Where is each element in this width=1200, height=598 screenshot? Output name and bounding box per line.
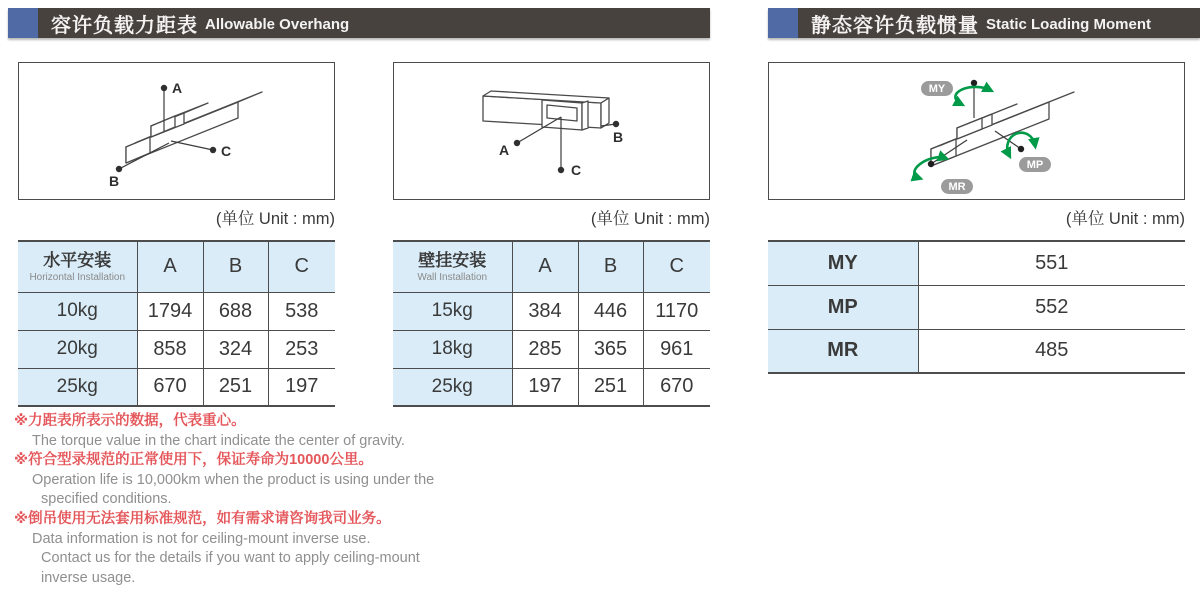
mr-badge-label: MR xyxy=(948,181,966,193)
point-c-label: C xyxy=(221,143,232,159)
table-cell: 251 xyxy=(203,368,268,406)
moment-value: 551 xyxy=(918,241,1185,285)
table-cell: 365 xyxy=(578,330,643,368)
note-en: Operation life is 10,000km when the product is using under the xyxy=(32,471,435,488)
point-a-label: A xyxy=(499,142,510,158)
moment-label: MY xyxy=(768,241,918,285)
table-cell: 538 xyxy=(268,292,335,330)
row-label: 25kg xyxy=(393,368,512,406)
header-title-en: Allowable Overhang xyxy=(205,15,350,33)
table-cell: 197 xyxy=(268,368,335,406)
table-cell: 446 xyxy=(578,292,643,330)
wall-installation-diagram xyxy=(393,62,710,200)
row-label: 25kg xyxy=(18,368,137,406)
moment-value: 552 xyxy=(918,285,1185,329)
mp-badge-label: MP xyxy=(1026,159,1044,171)
moment-label: MR xyxy=(768,329,918,373)
table-cell: 961 xyxy=(643,330,710,368)
allowable-overhang-header xyxy=(8,8,710,38)
table-row xyxy=(768,241,1185,285)
rail-side-drawing xyxy=(394,63,711,201)
unit-label: (单位 Unit : mm) xyxy=(1065,210,1185,228)
table-cell: 1794 xyxy=(137,292,203,330)
static-moment-diagram xyxy=(768,62,1185,200)
row-label: 20kg xyxy=(18,330,137,368)
corner-title-zh: 水平安装 xyxy=(43,250,112,270)
unit-label: (单位 Unit : mm) xyxy=(215,210,335,228)
corner-title-zh: 壁挂安装 xyxy=(418,250,487,270)
note-zh: ※符合型录规范的正常使用下，保证寿命为10000公里。 xyxy=(14,452,373,469)
unit-label: (单位 Unit : mm) xyxy=(590,210,710,228)
column-header-a: A xyxy=(137,241,203,292)
table-cell: 670 xyxy=(137,368,203,406)
moment-label: MP xyxy=(768,285,918,329)
my-rotation-arrow xyxy=(955,87,990,104)
my-badge xyxy=(921,81,953,96)
my-badge-label: MY xyxy=(928,83,946,95)
column-header-c: C xyxy=(643,241,710,292)
rail-moment-drawing xyxy=(769,63,1186,201)
table-corner-header xyxy=(393,241,512,292)
header-title-zh: 静态容许负载惯量 xyxy=(811,14,979,37)
table-row xyxy=(393,368,710,406)
horizontal-installation-table xyxy=(18,240,335,407)
table-cell: 1170 xyxy=(643,292,710,330)
column-header-b: B xyxy=(203,241,268,292)
static-moment-table xyxy=(768,240,1185,374)
rail-isometric-drawing xyxy=(19,63,336,201)
table-row xyxy=(18,368,335,406)
table-row xyxy=(393,292,710,330)
footnotes xyxy=(14,412,504,588)
note-en: Contact us for the details if you want to apply ceiling-mount xyxy=(41,550,420,567)
point-b-label: B xyxy=(109,173,120,189)
note-en: Data information is not for ceiling-mount inverse use. xyxy=(32,530,371,547)
header-accent-square xyxy=(8,8,38,38)
point-c-label: C xyxy=(571,162,582,178)
table-row xyxy=(18,330,335,368)
table-cell: 197 xyxy=(512,368,578,406)
table-row xyxy=(768,285,1185,329)
table-cell: 858 xyxy=(137,330,203,368)
table-cell: 384 xyxy=(512,292,578,330)
table-row xyxy=(393,330,710,368)
header-bar xyxy=(798,8,1200,38)
row-label: 15kg xyxy=(393,292,512,330)
header-title-zh: 容许负载力距表 xyxy=(51,14,198,37)
table-corner-header xyxy=(18,241,137,292)
header-title-en: Static Loading Moment xyxy=(986,15,1151,33)
static-moment-header xyxy=(768,8,1200,38)
rail-body xyxy=(126,92,262,163)
corner-title-en: Wall Installation xyxy=(417,271,488,283)
table-cell: 251 xyxy=(578,368,643,406)
column-header-c: C xyxy=(268,241,335,292)
table-cell: 324 xyxy=(203,330,268,368)
table-row xyxy=(18,292,335,330)
note-zh: ※力距表所表示的数据，代表重心。 xyxy=(14,413,246,429)
rail-body xyxy=(931,92,1074,166)
point-a-label: A xyxy=(172,80,183,96)
table-cell: 688 xyxy=(203,292,268,330)
column-header-b: B xyxy=(578,241,643,292)
row-label: 10kg xyxy=(18,292,137,330)
note-zh: ※倒吊使用无法套用标准规范，如有需求请咨询我司业务。 xyxy=(14,510,391,527)
table-row xyxy=(768,329,1185,373)
note-en: inverse usage. xyxy=(41,569,136,586)
header-bar xyxy=(38,8,710,38)
mr-badge xyxy=(941,179,973,194)
table-cell: 253 xyxy=(268,330,335,368)
note-en: specified conditions. xyxy=(41,491,172,508)
table-cell: 670 xyxy=(643,368,710,406)
horizontal-installation-diagram xyxy=(18,62,335,200)
row-label: 18kg xyxy=(393,330,512,368)
header-accent-square xyxy=(768,8,798,38)
mp-badge xyxy=(1019,157,1051,172)
point-b-label: B xyxy=(613,129,624,145)
note-en: The torque value in the chart indicate the center of gravity. xyxy=(32,432,405,449)
column-header-a: A xyxy=(512,241,578,292)
moment-value: 485 xyxy=(918,329,1185,373)
rail-body xyxy=(483,91,609,130)
corner-title-en: Horizontal Installation xyxy=(29,271,126,283)
wall-installation-table xyxy=(393,240,710,407)
table-cell: 285 xyxy=(512,330,578,368)
